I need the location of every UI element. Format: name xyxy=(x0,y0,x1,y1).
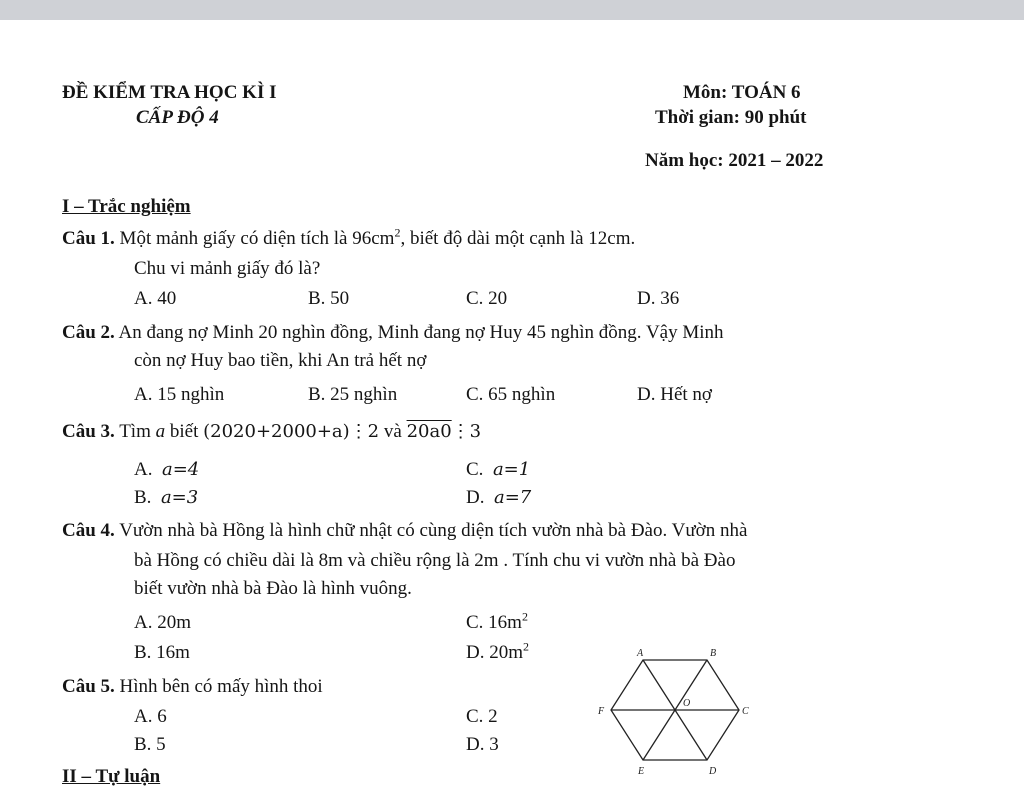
label-o: O xyxy=(683,698,691,709)
q2-option-b: B. 25 nghìn xyxy=(308,384,398,405)
q4-option-b: B. 16m xyxy=(134,642,190,663)
question-2 xyxy=(62,322,724,344)
q3-option-c xyxy=(466,459,530,481)
q4-option-d-sup: 2 xyxy=(523,639,529,654)
q3-text2: biết xyxy=(165,421,204,442)
q4-option-a: A. 20m xyxy=(134,612,191,633)
q3-text1: Tìm xyxy=(114,421,156,442)
q5-text: Hình bên có mấy hình thoi xyxy=(114,676,323,697)
q3-expr2-rest: ⋮3 xyxy=(451,421,482,442)
window-top-bar xyxy=(0,0,1024,20)
q3-option-c-math: a=1 xyxy=(492,459,531,480)
q1-option-c: C. 20 xyxy=(466,288,508,309)
label-c: C xyxy=(742,706,749,717)
q3-text3: và xyxy=(379,421,407,442)
q3-var: a xyxy=(155,421,166,442)
q1-option-a: A. 40 xyxy=(134,288,177,309)
q5-label: Câu 5. xyxy=(62,676,115,697)
q4-option-c-sup: 2 xyxy=(521,609,528,624)
q2-option-c: C. 65 nghìn xyxy=(466,384,556,405)
q3-option-b-letter: B. xyxy=(134,487,152,508)
q1-text-a: Một mảnh giấy có diện tích là 96cm xyxy=(114,228,395,249)
q1-option-b: B. 50 xyxy=(308,288,350,309)
q5-option-b: B. 5 xyxy=(134,734,166,755)
exam-title: ĐỀ KIỂM TRA HỌC KÌ I xyxy=(62,82,277,103)
q4-option-c xyxy=(466,609,528,634)
q4-label: Câu 4. xyxy=(62,520,115,541)
label-a: A xyxy=(637,648,644,659)
q3-option-d-math: a=7 xyxy=(493,487,532,508)
q5-option-a: A. 6 xyxy=(134,706,167,727)
label-f: F xyxy=(598,706,605,717)
q3-option-a xyxy=(134,459,199,481)
duration: Thời gian: 90 phút xyxy=(655,107,807,128)
q4-option-d xyxy=(466,639,529,664)
q2-option-a: A. 15 nghìn xyxy=(134,384,225,405)
q2-line2: còn nợ Huy bao tiền, khi An trả hết nợ xyxy=(134,350,427,371)
question-4 xyxy=(62,520,747,542)
q3-option-b-math: a=3 xyxy=(160,487,199,508)
q1-sup: 2 xyxy=(394,225,401,240)
label-d: D xyxy=(709,766,717,777)
q3-option-d-letter: D. xyxy=(466,487,485,508)
question-5 xyxy=(62,676,323,698)
q2-line1: An đang nợ Minh 20 nghìn đồng, Minh đang nợ Huy 45 nghìn đồng. Vậy Minh xyxy=(114,322,724,343)
q3-option-c-letter: C. xyxy=(466,459,484,480)
q2-label: Câu 2. xyxy=(62,322,115,343)
q3-expr2-bar: 20a0 xyxy=(406,421,452,442)
q2-option-d: D. Hết nợ xyxy=(637,384,712,405)
q3-option-a-math: a=4 xyxy=(161,459,200,480)
question-3 xyxy=(62,421,481,443)
school-year: Năm học: 2021 – 2022 xyxy=(645,150,824,171)
part1-heading: I – Trắc nghiệm xyxy=(62,196,191,217)
exam-level: CẤP ĐỘ 4 xyxy=(136,107,219,128)
q3-option-d xyxy=(466,487,531,509)
part2-heading: II – Tự luận xyxy=(62,766,161,787)
q1-label: Câu 1. xyxy=(62,228,115,249)
question-1 xyxy=(62,225,636,250)
q3-label: Câu 3. xyxy=(62,421,115,442)
q3-expr1: (2020+2000+a)⋮2 xyxy=(203,421,380,442)
q3-option-a-letter: A. xyxy=(134,459,153,480)
q4-line1: Vườn nhà bà Hồng là hình chữ nhật có cùng diện tích vườn nhà bà Đào. Vườn nhà xyxy=(114,520,748,541)
q5-option-c: C. 2 xyxy=(466,706,498,727)
q1-line2: Chu vi mảnh giấy đó là? xyxy=(134,258,321,279)
q4-option-c-text: C. 16m xyxy=(466,612,522,633)
label-b: B xyxy=(710,648,717,659)
subject: Môn: TOÁN 6 xyxy=(683,82,801,103)
q4-line2: bà Hồng có chiều dài là 8m và chiều rộng là 2m . Tính chu vi vườn nhà bà Đào xyxy=(134,550,736,571)
q4-line3: biết vườn nhà bà Đào là hình vuông. xyxy=(134,578,412,599)
q1-option-d: D. 36 xyxy=(637,288,680,309)
q5-option-d: D. 3 xyxy=(466,734,499,755)
label-e: E xyxy=(638,766,645,777)
q3-option-b xyxy=(134,487,198,509)
q1-text-b: , biết độ dài một cạnh là 12cm. xyxy=(400,228,636,249)
q4-option-d-text: D. 20m xyxy=(466,642,523,663)
hexagon-figure xyxy=(590,640,760,780)
